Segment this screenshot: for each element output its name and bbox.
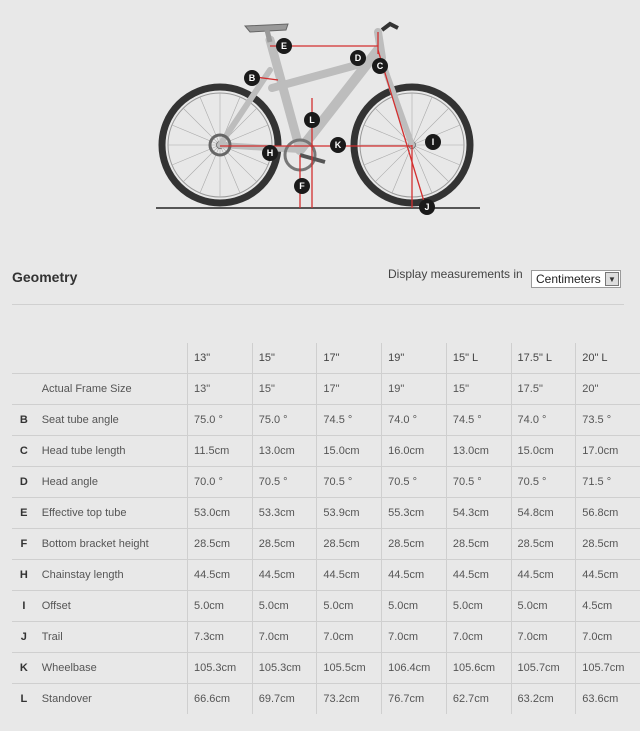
bike-illustration: [150, 10, 490, 220]
row-value-cell: 44.5cm: [576, 560, 640, 591]
row-measurement-name: Chainstay length: [36, 560, 188, 591]
row-value-cell: 7.0cm: [446, 622, 511, 653]
geometry-title: Geometry: [12, 269, 78, 285]
row-measurement-name: Head angle: [36, 467, 188, 498]
units-label: Display measurements in: [388, 267, 523, 281]
row-value-cell: 17.0cm: [576, 436, 640, 467]
marker-f: [294, 178, 310, 194]
row-value-cell: 28.5cm: [317, 529, 382, 560]
svg-text:K: K: [334, 140, 342, 150]
row-value-cell: 71.5 °: [576, 467, 640, 498]
row-value-cell: 17": [317, 374, 382, 405]
row-letter: E: [12, 498, 36, 529]
row-value-cell: 7.0cm: [252, 622, 317, 653]
table-row: [12, 436, 640, 467]
row-letter: I: [12, 591, 36, 622]
row-value-cell: 74.5 °: [446, 405, 511, 436]
row-value-cell: 17.5": [511, 374, 576, 405]
row-value-cell: 44.5cm: [446, 560, 511, 591]
row-value-cell: 7.0cm: [317, 622, 382, 653]
row-measurement-name: Trail: [36, 622, 188, 653]
table-row: [12, 560, 640, 591]
row-letter: F: [12, 529, 36, 560]
geometry-table: [12, 343, 640, 714]
row-value-cell: 7.3cm: [188, 622, 253, 653]
table-row: [12, 653, 640, 684]
table-row: [12, 467, 640, 498]
row-value-cell: 74.0 °: [382, 405, 447, 436]
size-column-header: 20" L: [576, 343, 640, 374]
row-value-cell: 105.3cm: [252, 653, 317, 684]
row-value-cell: 53.9cm: [317, 498, 382, 529]
row-value-cell: 63.2cm: [511, 684, 576, 715]
row-value-cell: 69.7cm: [252, 684, 317, 715]
row-value-cell: 105.3cm: [188, 653, 253, 684]
row-value-cell: 54.3cm: [446, 498, 511, 529]
row-value-cell: 44.5cm: [317, 560, 382, 591]
row-value-cell: 5.0cm: [511, 591, 576, 622]
size-column-header: 19": [382, 343, 447, 374]
row-value-cell: 53.0cm: [188, 498, 253, 529]
marker-i: [425, 134, 441, 150]
row-value-cell: 105.7cm: [511, 653, 576, 684]
size-column-header: 15" L: [446, 343, 511, 374]
table-row: [12, 591, 640, 622]
row-value-cell: 7.0cm: [382, 622, 447, 653]
marker-k: [330, 137, 346, 153]
row-value-cell: 13.0cm: [252, 436, 317, 467]
row-value-cell: 5.0cm: [252, 591, 317, 622]
row-letter: [12, 374, 36, 405]
row-value-cell: 13": [188, 374, 253, 405]
table-row: [12, 529, 640, 560]
row-letter: D: [12, 467, 36, 498]
row-value-cell: 63.6cm: [576, 684, 640, 715]
marker-c: [372, 58, 388, 74]
row-measurement-name: Actual Frame Size: [36, 374, 188, 405]
size-column-header: 13": [188, 343, 253, 374]
svg-text:J: J: [424, 202, 430, 212]
row-value-cell: 106.4cm: [382, 653, 447, 684]
row-value-cell: 70.5 °: [382, 467, 447, 498]
marker-l: [304, 112, 320, 128]
marker-d: [350, 50, 366, 66]
units-dropdown[interactable]: [531, 270, 621, 288]
row-value-cell: 13.0cm: [446, 436, 511, 467]
svg-text:B: B: [248, 73, 256, 83]
row-value-cell: 70.5 °: [252, 467, 317, 498]
table-row: [12, 374, 640, 405]
row-measurement-name: Bottom bracket height: [36, 529, 188, 560]
row-letter: L: [20, 693, 28, 705]
svg-text:E: E: [280, 41, 288, 51]
row-value-cell: 28.5cm: [511, 529, 576, 560]
svg-text:H: H: [266, 148, 274, 158]
table-row: [12, 498, 640, 529]
row-value-cell: 70.5 °: [511, 467, 576, 498]
row-value-cell: 44.5cm: [188, 560, 253, 591]
row-letter: C: [12, 436, 36, 467]
row-value-cell: 56.8cm: [576, 498, 640, 529]
svg-text:C: C: [376, 61, 384, 71]
row-value-cell: 76.7cm: [382, 684, 447, 715]
row-value-cell: 55.3cm: [382, 498, 447, 529]
row-value-cell: 5.0cm: [317, 591, 382, 622]
row-value-cell: 105.5cm: [317, 653, 382, 684]
handlebar: [382, 24, 398, 30]
row-value-cell: 70.5 °: [317, 467, 382, 498]
row-value-cell: 70.0 °: [188, 467, 253, 498]
row-value-cell: 44.5cm: [252, 560, 317, 591]
row-letter: J: [12, 622, 36, 653]
size-column-header: 17.5" L: [511, 343, 576, 374]
units-selected-value: Centimeters: [536, 272, 601, 286]
row-measurement-name: Offset: [36, 591, 188, 622]
row-value-cell: 66.6cm: [188, 684, 253, 715]
row-value-cell: 28.5cm: [446, 529, 511, 560]
chevron-down-icon[interactable]: ▼: [605, 272, 619, 286]
row-value-cell: 15.0cm: [317, 436, 382, 467]
row-measurement-name: Head tube length: [36, 436, 188, 467]
row-value-cell: 62.7cm: [446, 684, 511, 715]
row-measurement-name: Effective top tube: [36, 498, 188, 529]
marker-j: [419, 199, 435, 215]
row-value-cell: 28.5cm: [576, 529, 640, 560]
row-value-cell: 7.0cm: [576, 622, 640, 653]
row-value-cell: 54.8cm: [511, 498, 576, 529]
row-value-cell: 75.0 °: [188, 405, 253, 436]
row-value-cell: 105.7cm: [576, 653, 640, 684]
row-value-cell: 16.0cm: [382, 436, 447, 467]
size-column-header: 15": [252, 343, 317, 374]
size-header-row: [12, 343, 640, 374]
row-letter: H: [12, 560, 36, 591]
svg-text:F: F: [299, 181, 305, 191]
row-value-cell: 15.0cm: [511, 436, 576, 467]
row-value-cell: 11.5cm: [188, 436, 253, 467]
row-value-cell: 4.5cm: [576, 591, 640, 622]
table-row: [12, 684, 640, 715]
table-row: [12, 405, 640, 436]
row-measurement-name: Wheelbase: [36, 653, 188, 684]
bike-geometry-diagram: [150, 10, 490, 220]
row-value-cell: 74.5 °: [317, 405, 382, 436]
row-value-cell: 73.5 °: [576, 405, 640, 436]
section-divider: [12, 304, 624, 305]
row-value-cell: 5.0cm: [382, 591, 447, 622]
marker-e: [276, 38, 292, 54]
row-value-cell: 28.5cm: [188, 529, 253, 560]
row-value-cell: 75.0 °: [252, 405, 317, 436]
svg-text:L: L: [309, 115, 315, 125]
row-value-cell: 15": [252, 374, 317, 405]
svg-text:D: D: [354, 53, 362, 63]
row-value-cell: 74.0 °: [511, 405, 576, 436]
marker-b: [244, 70, 260, 86]
row-value-cell: 5.0cm: [446, 591, 511, 622]
row-value-cell: 28.5cm: [252, 529, 317, 560]
header-empty-cell: [36, 343, 188, 374]
row-letter: B: [12, 405, 36, 436]
row-value-cell: 15": [446, 374, 511, 405]
row-value-cell: 7.0cm: [511, 622, 576, 653]
svg-text:I: I: [431, 137, 435, 147]
row-value-cell: 20": [576, 374, 640, 405]
header-empty-cell: [12, 343, 36, 374]
row-value-cell: 5.0cm: [188, 591, 253, 622]
row-value-cell: 28.5cm: [382, 529, 447, 560]
row-value-cell: 44.5cm: [511, 560, 576, 591]
row-letter: K: [12, 653, 36, 684]
row-value-cell: 53.3cm: [252, 498, 317, 529]
row-value-cell: 73.2cm: [317, 684, 382, 715]
row-value-cell: 105.6cm: [446, 653, 511, 684]
row-value-cell: 70.5 °: [446, 467, 511, 498]
row-measurement-name: Seat tube angle: [36, 405, 188, 436]
row-measurement-name: Standover: [41, 693, 92, 705]
size-column-header: 17": [317, 343, 382, 374]
marker-h: [262, 145, 278, 161]
row-value-cell: 44.5cm: [382, 560, 447, 591]
table-row: [12, 622, 640, 653]
row-value-cell: 19": [382, 374, 447, 405]
